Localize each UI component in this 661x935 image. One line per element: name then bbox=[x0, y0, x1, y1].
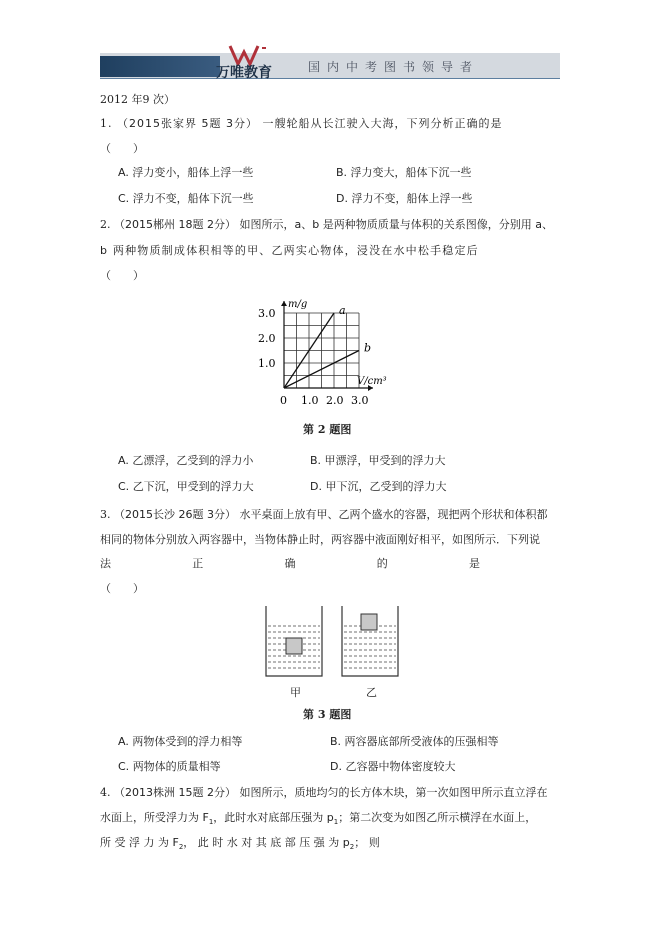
q1-option-a bbox=[118, 164, 253, 180]
q3-word: 是 bbox=[469, 557, 480, 570]
logo-text: 万唯教育 bbox=[216, 65, 272, 81]
series-label-a: a bbox=[339, 304, 346, 317]
q4-text-line2 bbox=[100, 809, 536, 826]
option-label: B. bbox=[336, 166, 348, 179]
option-label: C. bbox=[118, 760, 130, 773]
q4-subscript: 2 bbox=[349, 843, 355, 852]
option-label: B. bbox=[330, 735, 342, 748]
q3-word: 法 bbox=[100, 557, 111, 570]
option-label: D. bbox=[330, 760, 342, 773]
q3-number: 3. bbox=[100, 508, 111, 521]
x-tick-label: 2.0 bbox=[326, 394, 344, 407]
q2-stem-line1 bbox=[100, 216, 553, 232]
option-label: D. bbox=[310, 480, 322, 493]
header-rule bbox=[100, 78, 560, 79]
q3-word: 确 bbox=[284, 557, 296, 570]
q4-number: 4. bbox=[100, 786, 111, 799]
q3-option-a bbox=[118, 733, 242, 749]
q2-number: 2. bbox=[100, 218, 111, 231]
q3-text-line3 bbox=[100, 555, 560, 571]
q1-option-c bbox=[118, 190, 254, 206]
option-text: 浮力不变，船体下沉一些 bbox=[132, 192, 254, 205]
q1-option-b bbox=[336, 164, 472, 180]
option-label: C. bbox=[118, 480, 130, 493]
option-text: 浮力变大，船体下沉一些 bbox=[350, 166, 472, 179]
header-accent-block bbox=[100, 56, 220, 77]
option-text: 两容器底部所受液体的压强相等 bbox=[344, 735, 499, 748]
option-label: B. bbox=[310, 454, 322, 467]
q4-fragment: ； 则 bbox=[354, 836, 380, 849]
container-jia bbox=[266, 606, 322, 676]
option-label: D. bbox=[336, 192, 348, 205]
q4-subscript: 1 bbox=[333, 818, 339, 827]
q2-option-b bbox=[310, 452, 446, 468]
q1-number: 1. bbox=[100, 117, 113, 130]
option-text: 乙漂浮，乙受到的浮力小 bbox=[132, 454, 254, 467]
option-label: A. bbox=[118, 166, 129, 179]
q1-text: 一艘轮船从长江驶入大海，下列分析正确的是 bbox=[262, 117, 503, 130]
y-tick-label: 2.0 bbox=[258, 332, 276, 345]
intro-line: 2012 年9 次） bbox=[100, 93, 175, 106]
q2-mass-volume-chart bbox=[258, 288, 408, 410]
q3-figure-caption: 第 3 题图 bbox=[303, 708, 352, 721]
option-text: 浮力不变，船体上浮一些 bbox=[351, 192, 473, 205]
q2-option-c bbox=[118, 478, 254, 494]
q2-text-line2: b 两种物质制成体积相等的甲、乙两实心物体，浸没在水中松手稳定后 bbox=[100, 244, 479, 257]
option-text: 乙容器中物体密度较大 bbox=[345, 760, 456, 773]
y-tick-label: 1.0 bbox=[258, 357, 276, 370]
q3-text-line2: 相同的物体分别放入两容器中，当物体静止时，两容器中液面刚好相平，如图所示．下列说 bbox=[100, 533, 540, 546]
q4-fragment: 所 受 浮 力 为 F bbox=[100, 836, 179, 849]
q3-source: （2015长沙 26题 3分） bbox=[114, 508, 236, 521]
block-yi bbox=[361, 614, 377, 630]
block-jia bbox=[286, 638, 302, 654]
q1-source: （2015张家界 5题 3分） bbox=[117, 117, 258, 130]
q2-option-d bbox=[310, 478, 446, 494]
q4-text-line3 bbox=[100, 834, 380, 851]
option-label: A. bbox=[118, 735, 129, 748]
option-text: 两物体受到的浮力相等 bbox=[132, 735, 243, 748]
q1-option-d bbox=[336, 190, 472, 206]
q3-option-b bbox=[330, 733, 499, 749]
q3-word: 的 bbox=[376, 557, 388, 570]
header-slogan: 国内中考图书领导者 bbox=[308, 60, 480, 74]
x-tick-label: 1.0 bbox=[301, 394, 319, 407]
y-axis-label: m/g bbox=[288, 299, 308, 310]
q4-text-line1: 如图所示，质地均匀的长方体木块，第一次如图甲所示直立浮在 bbox=[239, 786, 548, 799]
q4-fragment: ，此时水对底部压强为 p bbox=[213, 811, 334, 824]
q3-answer-paren: （ ） bbox=[100, 582, 144, 595]
option-text: 甲下沉，乙受到的浮力大 bbox=[325, 480, 447, 493]
q4-fragment: ， 此 时 水 对 其 底 部 压 强 为 p bbox=[183, 836, 350, 849]
q4-subscript: 1 bbox=[208, 818, 214, 827]
q4-stem-line1 bbox=[100, 784, 547, 800]
option-text: 乙下沉，甲受到的浮力大 bbox=[132, 480, 254, 493]
q1-answer-paren: （ ） bbox=[100, 142, 144, 155]
y-axis-arrow-icon bbox=[281, 301, 287, 306]
q4-fragment: 水面上，所受浮力为 F bbox=[100, 811, 209, 824]
q3-stem-line1 bbox=[100, 506, 547, 522]
chart-labels-group bbox=[258, 299, 387, 407]
q4-subscript: 2 bbox=[178, 843, 184, 852]
q3-containers-figure bbox=[262, 604, 402, 680]
x-tick-label: 0 bbox=[280, 394, 287, 407]
q4-source: （2013株洲 15题 2分） bbox=[114, 786, 236, 799]
container-yi bbox=[342, 606, 398, 676]
x-axis-label: V/cm³ bbox=[357, 376, 387, 387]
q2-text-line1: 如图所示，a、b 是两种物质质量与体积的关系图像，分别用 a、 bbox=[239, 218, 553, 231]
q2-source: （2015郴州 18题 2分） bbox=[114, 218, 236, 231]
q3-text-line1: 水平桌面上放有甲、乙两个盛水的容器，现把两个形状和体积都 bbox=[239, 508, 548, 521]
option-label: C. bbox=[118, 192, 130, 205]
q2-figure-caption: 第 2 题图 bbox=[303, 423, 352, 436]
option-text: 两物体的质量相等 bbox=[132, 760, 221, 773]
option-label: A. bbox=[118, 454, 129, 467]
container-label-yi: 乙 bbox=[366, 686, 377, 699]
q3-option-c bbox=[118, 758, 221, 774]
x-tick-label: 3.0 bbox=[351, 394, 369, 407]
q2-answer-paren: （ ） bbox=[100, 269, 144, 282]
y-tick-label: 3.0 bbox=[258, 307, 276, 320]
option-text: 甲漂浮，甲受到的浮力大 bbox=[324, 454, 446, 467]
q1-stem bbox=[100, 115, 502, 131]
q2-option-a bbox=[118, 452, 253, 468]
series-label-b: b bbox=[364, 341, 372, 355]
container-label-jia: 甲 bbox=[290, 686, 301, 699]
option-text: 浮力变小，船体上浮一些 bbox=[132, 166, 254, 179]
q3-option-d bbox=[330, 758, 455, 774]
q4-fragment: ；第二次变为如图乙所示横浮在水面上， bbox=[338, 811, 537, 824]
q3-word: 正 bbox=[192, 557, 204, 570]
